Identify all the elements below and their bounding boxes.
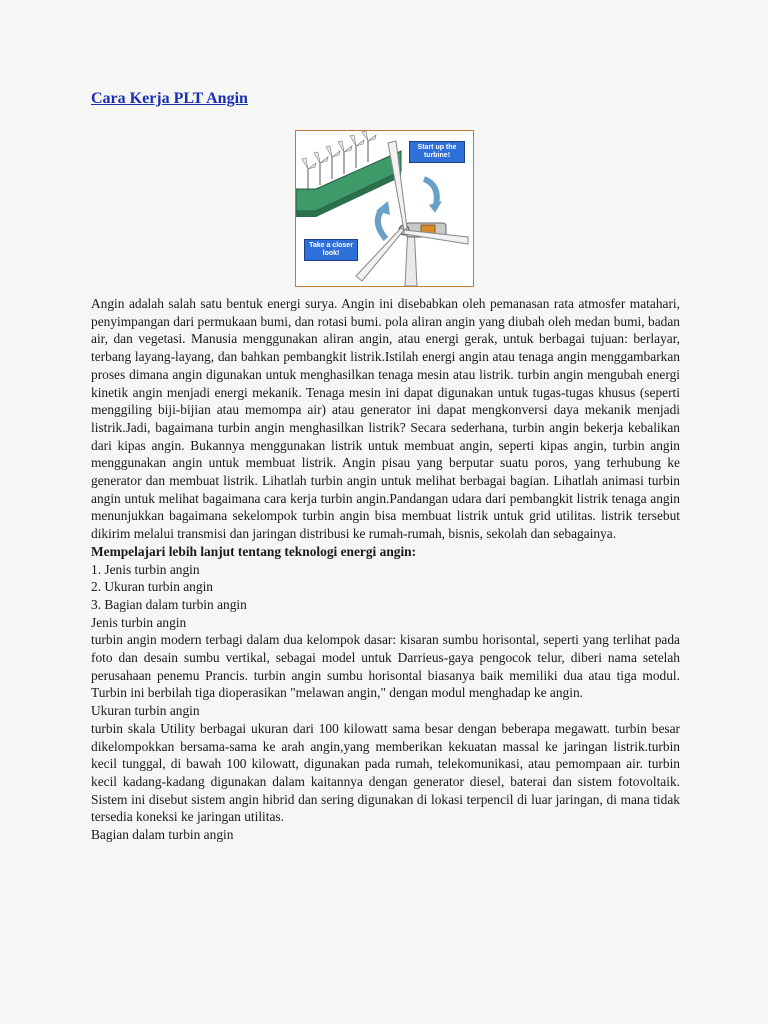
section-heading: Mempelajari lebih lanjut tentang teknologi energi angin: <box>91 543 417 559</box>
wind-turbine-illustration <box>295 130 474 287</box>
page-title[interactable]: Cara Kerja PLT Angin <box>91 90 248 107</box>
ukuran-paragraph: turbin skala Utility berbagai ukuran dari 100 kilowatt sama besar dengan beberapa megawatt. turbin besar dikelompokkan bersama-sama ke arah angin,yang memberikan kekuatan massal ke jaringan listrik.turbin kecil tunggal, di bawah 100 kilowatt, digunakan pada rumah, telekomunikasi, atau pemompaan air. turbin kecil kadang-kadang digunakan dalam kaitannya dengan generator diesel, baterai dan sistem fotovoltaik. Sistem ini disebut sistem angin hibrid dan sering digunakan di lokasi terpencil di luar jaringan, di mana tidak tersedia koneksi ke jaringan utilitas. <box>91 720 680 825</box>
subheading-bagian: Bagian dalam turbin angin <box>91 827 234 843</box>
list-item: 2. Ukuran turbin angin <box>91 579 213 595</box>
closer-look-callout[interactable]: Take a closer look! <box>304 239 358 261</box>
start-turbine-callout[interactable]: Start up the turbine! <box>409 141 465 163</box>
article-body <box>91 295 680 844</box>
list-item: 1. Jenis turbin angin <box>91 561 200 577</box>
subheading-jenis: Jenis turbin angin <box>91 614 187 630</box>
list-item: 3. Bagian dalam turbin angin <box>91 596 247 612</box>
intro-paragraph: Angin adalah salah satu bentuk energi surya. Angin ini disebabkan oleh pemanasan rata atmosfer matahari, penyimpangan dari permukaan bumi, dan rotasi bumi. pola aliran angin yang diubah oleh medan bumi, badan air, dan vegetasi. Manusia menggunakan aliran angin, atau energi gerak, untuk berbagai tujuan: berlayar, terbang layang-layang, dan bahkan pembangkit listrik.Istilah energi angin atau tenaga angin menggambarkan proses dimana angin digunakan untuk menghasilkan tenaga mesin atau listrik. turbin angin mengubah energi kinetik angin menjadi energi mekanik. Tenaga mesin ini dapat digunakan untuk tugas-tugas khusus (seperti menggiling biji-bijian atau memompa air) atau generator ini dapat mengkonversi daya mekanik menjadi listrik.Jadi, bagaimana turbin angin menghasilkan listrik? Secara sederhana, turbin angin bekerja kebalikan dari kipas angin. Bukannya menggunakan listrik untuk membuat angin, seperti kipas angin, turbin angin menggunakan angin untuk membuat listrik. Angin pisau yang berputar suatu poros, yang terhubung ke generator dan membuat listrik. Lihatlah turbin angin untuk melihat berbagai bagian. Lihatlah animasi turbin angin untuk melihat bagaimana cara kerja turbin angin.Pandangan udara dari pembangkit listrik tenaga angin menunjukkan bagaimana sekelompok turbin angin bisa membuat listrik untuk grid utilitas. listrik tersebut dikirim melalui transmisi dan jaringan distribusi ke rumah-rumah, bisnis, sekolah dan sebagainya. <box>91 296 680 542</box>
jenis-paragraph: turbin angin modern terbagi dalam dua kelompok dasar: kisaran sumbu horisontal, seperti yang terlihat pada foto dan desain sumbu vertikal, sebagai model untuk Darrieus-gaya pengocok telur, diberi nama setelah perusahaan penemu Prancis. turbin angin sumbu horisontal biasanya baik memiliki dua atau tiga modul. Turbin ini berbilah tiga dioperasikan "melawan angin," dengan modul menghadap ke angin. <box>91 632 680 701</box>
subheading-ukuran: Ukuran turbin angin <box>91 703 200 719</box>
